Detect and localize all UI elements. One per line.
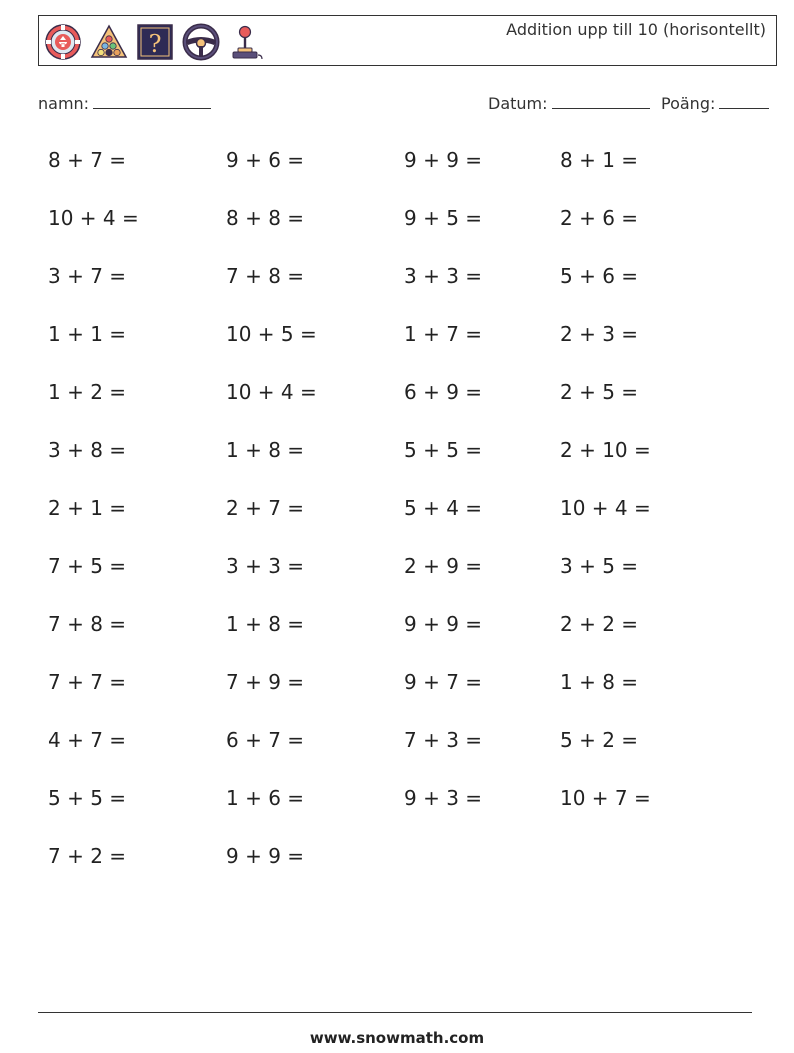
header-icons	[43, 22, 267, 62]
footer-divider	[38, 1012, 752, 1013]
math-problem: 6 + 9 =	[404, 380, 483, 404]
math-problem: 1 + 1 =	[48, 322, 127, 346]
math-problem: 5 + 5 =	[48, 786, 127, 810]
math-problem: 10 + 5 =	[226, 322, 317, 346]
math-problem: 1 + 7 =	[404, 322, 483, 346]
math-problem: 2 + 7 =	[226, 496, 305, 520]
math-problem: 10 + 4 =	[48, 206, 139, 230]
math-problem: 7 + 8 =	[226, 264, 305, 288]
math-problem: 2 + 5 =	[560, 380, 639, 404]
math-problem: 9 + 9 =	[226, 844, 305, 868]
math-problem: 8 + 7 =	[48, 148, 127, 172]
math-problem: 2 + 6 =	[560, 206, 639, 230]
math-problem: 9 + 6 =	[226, 148, 305, 172]
worksheet-title: Addition upp till 10 (horisontellt)	[506, 20, 766, 39]
score-label: Poäng:	[661, 94, 716, 113]
math-problem: 4 + 7 =	[48, 728, 127, 752]
steering-wheel-icon	[181, 22, 221, 62]
footer-website: www.snowmath.com	[309, 1029, 485, 1047]
math-problem: 7 + 8 =	[48, 612, 127, 636]
date-blank-line[interactable]	[552, 92, 650, 109]
math-problem: 2 + 10 =	[560, 438, 651, 462]
math-problem: 9 + 9 =	[404, 148, 483, 172]
worksheet-header	[38, 15, 777, 66]
math-problem: 2 + 3 =	[560, 322, 639, 346]
svg-text:?: ?	[148, 30, 162, 58]
math-problem: 1 + 2 =	[48, 380, 127, 404]
math-problem: 1 + 8 =	[226, 612, 305, 636]
math-problem: 3 + 7 =	[48, 264, 127, 288]
math-problem: 10 + 4 =	[226, 380, 317, 404]
math-problem: 9 + 5 =	[404, 206, 483, 230]
poker-chip-icon	[43, 22, 83, 62]
math-problem: 3 + 8 =	[48, 438, 127, 462]
math-problem: 8 + 8 =	[226, 206, 305, 230]
math-problem: 5 + 2 =	[560, 728, 639, 752]
math-problem: 7 + 5 =	[48, 554, 127, 578]
math-problem: 1 + 8 =	[560, 670, 639, 694]
question-box-icon	[135, 22, 175, 62]
math-problem: 1 + 6 =	[226, 786, 305, 810]
billiard-rack-icon	[89, 22, 129, 62]
math-problem: 9 + 7 =	[404, 670, 483, 694]
date-label: Datum:	[488, 94, 548, 113]
math-problem: 9 + 3 =	[404, 786, 483, 810]
score-blank-line[interactable]	[719, 92, 769, 109]
math-problem: 5 + 5 =	[404, 438, 483, 462]
joystick-icon	[227, 22, 267, 62]
math-problem: 8 + 1 =	[560, 148, 639, 172]
math-problem: 3 + 3 =	[226, 554, 305, 578]
math-problem: 1 + 8 =	[226, 438, 305, 462]
math-problem: 7 + 3 =	[404, 728, 483, 752]
math-problem: 2 + 2 =	[560, 612, 639, 636]
name-blank-line[interactable]	[93, 92, 211, 109]
math-problem: 3 + 3 =	[404, 264, 483, 288]
math-problem: 7 + 2 =	[48, 844, 127, 868]
math-problem: 2 + 1 =	[48, 496, 127, 520]
math-problem: 6 + 7 =	[226, 728, 305, 752]
math-problem: 2 + 9 =	[404, 554, 483, 578]
name-field	[38, 92, 211, 113]
math-problem: 5 + 6 =	[560, 264, 639, 288]
date-field	[488, 92, 650, 113]
math-problem: 7 + 9 =	[226, 670, 305, 694]
math-problem: 7 + 7 =	[48, 670, 127, 694]
score-field	[661, 92, 769, 113]
math-problem: 9 + 9 =	[404, 612, 483, 636]
math-problem: 10 + 4 =	[560, 496, 651, 520]
math-problem: 10 + 7 =	[560, 786, 651, 810]
name-label: namn:	[38, 94, 90, 113]
math-problem: 5 + 4 =	[404, 496, 483, 520]
math-problem: 3 + 5 =	[560, 554, 639, 578]
